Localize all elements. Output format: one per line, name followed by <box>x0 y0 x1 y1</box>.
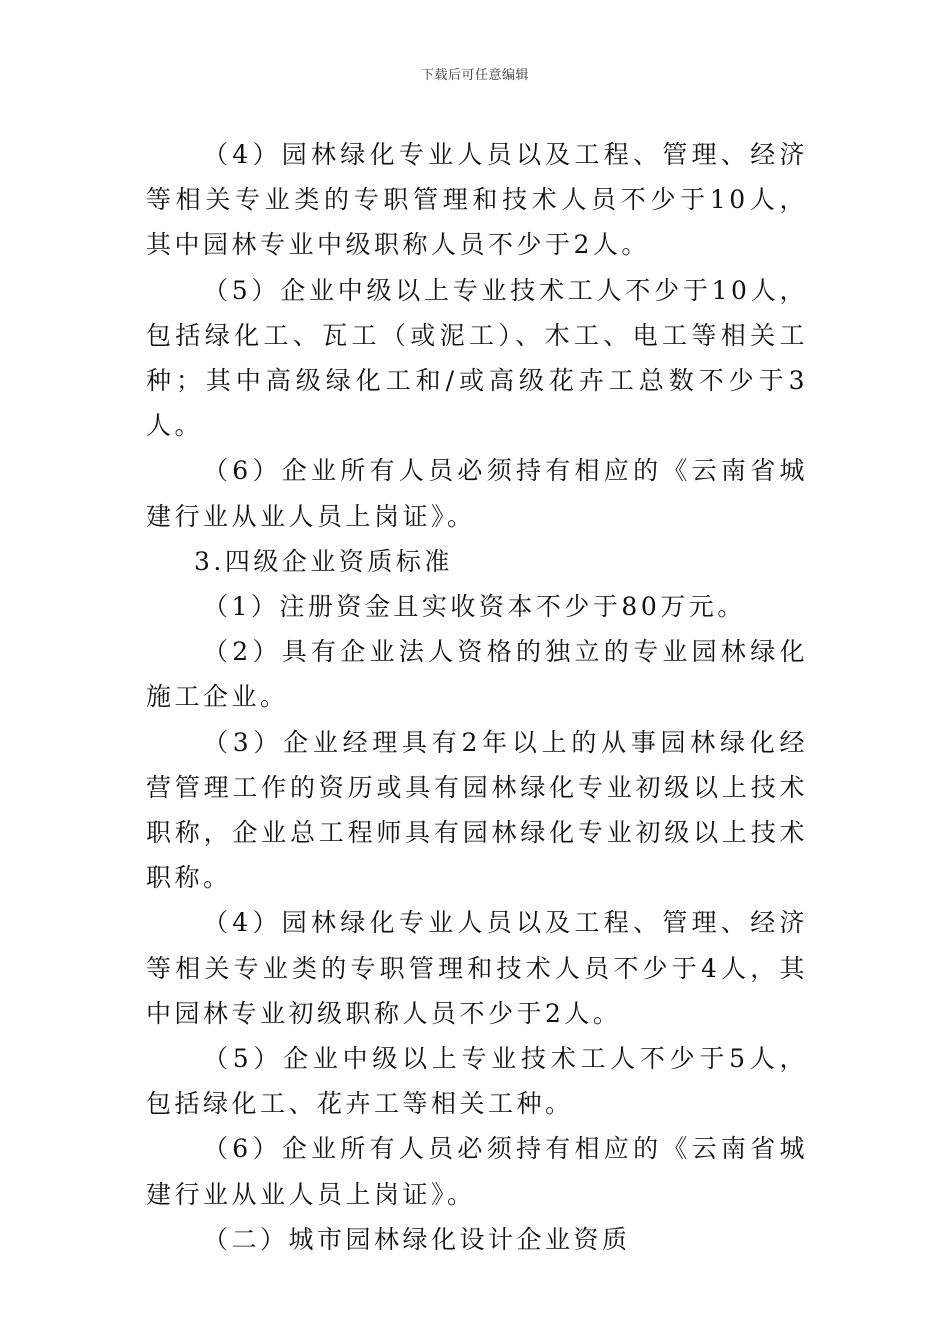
section-heading-design: （二）城市园林绿化设计企业资质 <box>203 1224 631 1254</box>
paragraph-2-legal-entity: （2）具有企业法人资格的独立的专业园林绿化施工企业。 <box>146 637 808 712</box>
section-heading-level4: 3.四级企业资质标准 <box>194 546 453 576</box>
paragraph-6-certificate: （6）企业所有人员必须持有相应的《云南省城建行业从业人员上岗证》。 <box>146 456 808 531</box>
paragraph-5-workers: （5）企业中级以上专业技术工人不少于10人，包括绿化工、瓦工（或泥工）、木工、电工等相关工种；其中高级绿化工和/或高级花卉工总数不少于3人。 <box>146 275 808 441</box>
paragraph-3-manager: （3）企业经理具有2年以上的从事园林绿化经营管理工作的资历或具有园林绿化专业初级以上技术职称，企业总工程师具有园林绿化专业初级以上技术职称。 <box>146 727 808 893</box>
paragraph-4-staff: （4）园林绿化专业人员以及工程、管理、经济等相关专业类的专职管理和技术人员不少于10人，其中园林专业中级职称人员不少于2人。 <box>146 140 808 260</box>
page-header: 下载后可任意编辑 <box>420 68 529 83</box>
paragraph-4-staff-level4: （4）园林绿化专业人员以及工程、管理、经济等相关专业类的专职管理和技术人员不少于4人，其中园林专业初级职称人员不少于2人。 <box>146 908 808 1028</box>
paragraph-6-certificate-level4: （6）企业所有人员必须持有相应的《云南省城建行业从业人员上岗证》。 <box>146 1134 808 1209</box>
paragraph-1-capital: （1）注册资金且实收资本不少于80万元。 <box>203 592 746 622</box>
paragraph-5-workers-level4: （5）企业中级以上专业技术工人不少于5人，包括绿化工、花卉工等相关工种。 <box>146 1044 808 1119</box>
document-body <box>146 132 808 1262</box>
